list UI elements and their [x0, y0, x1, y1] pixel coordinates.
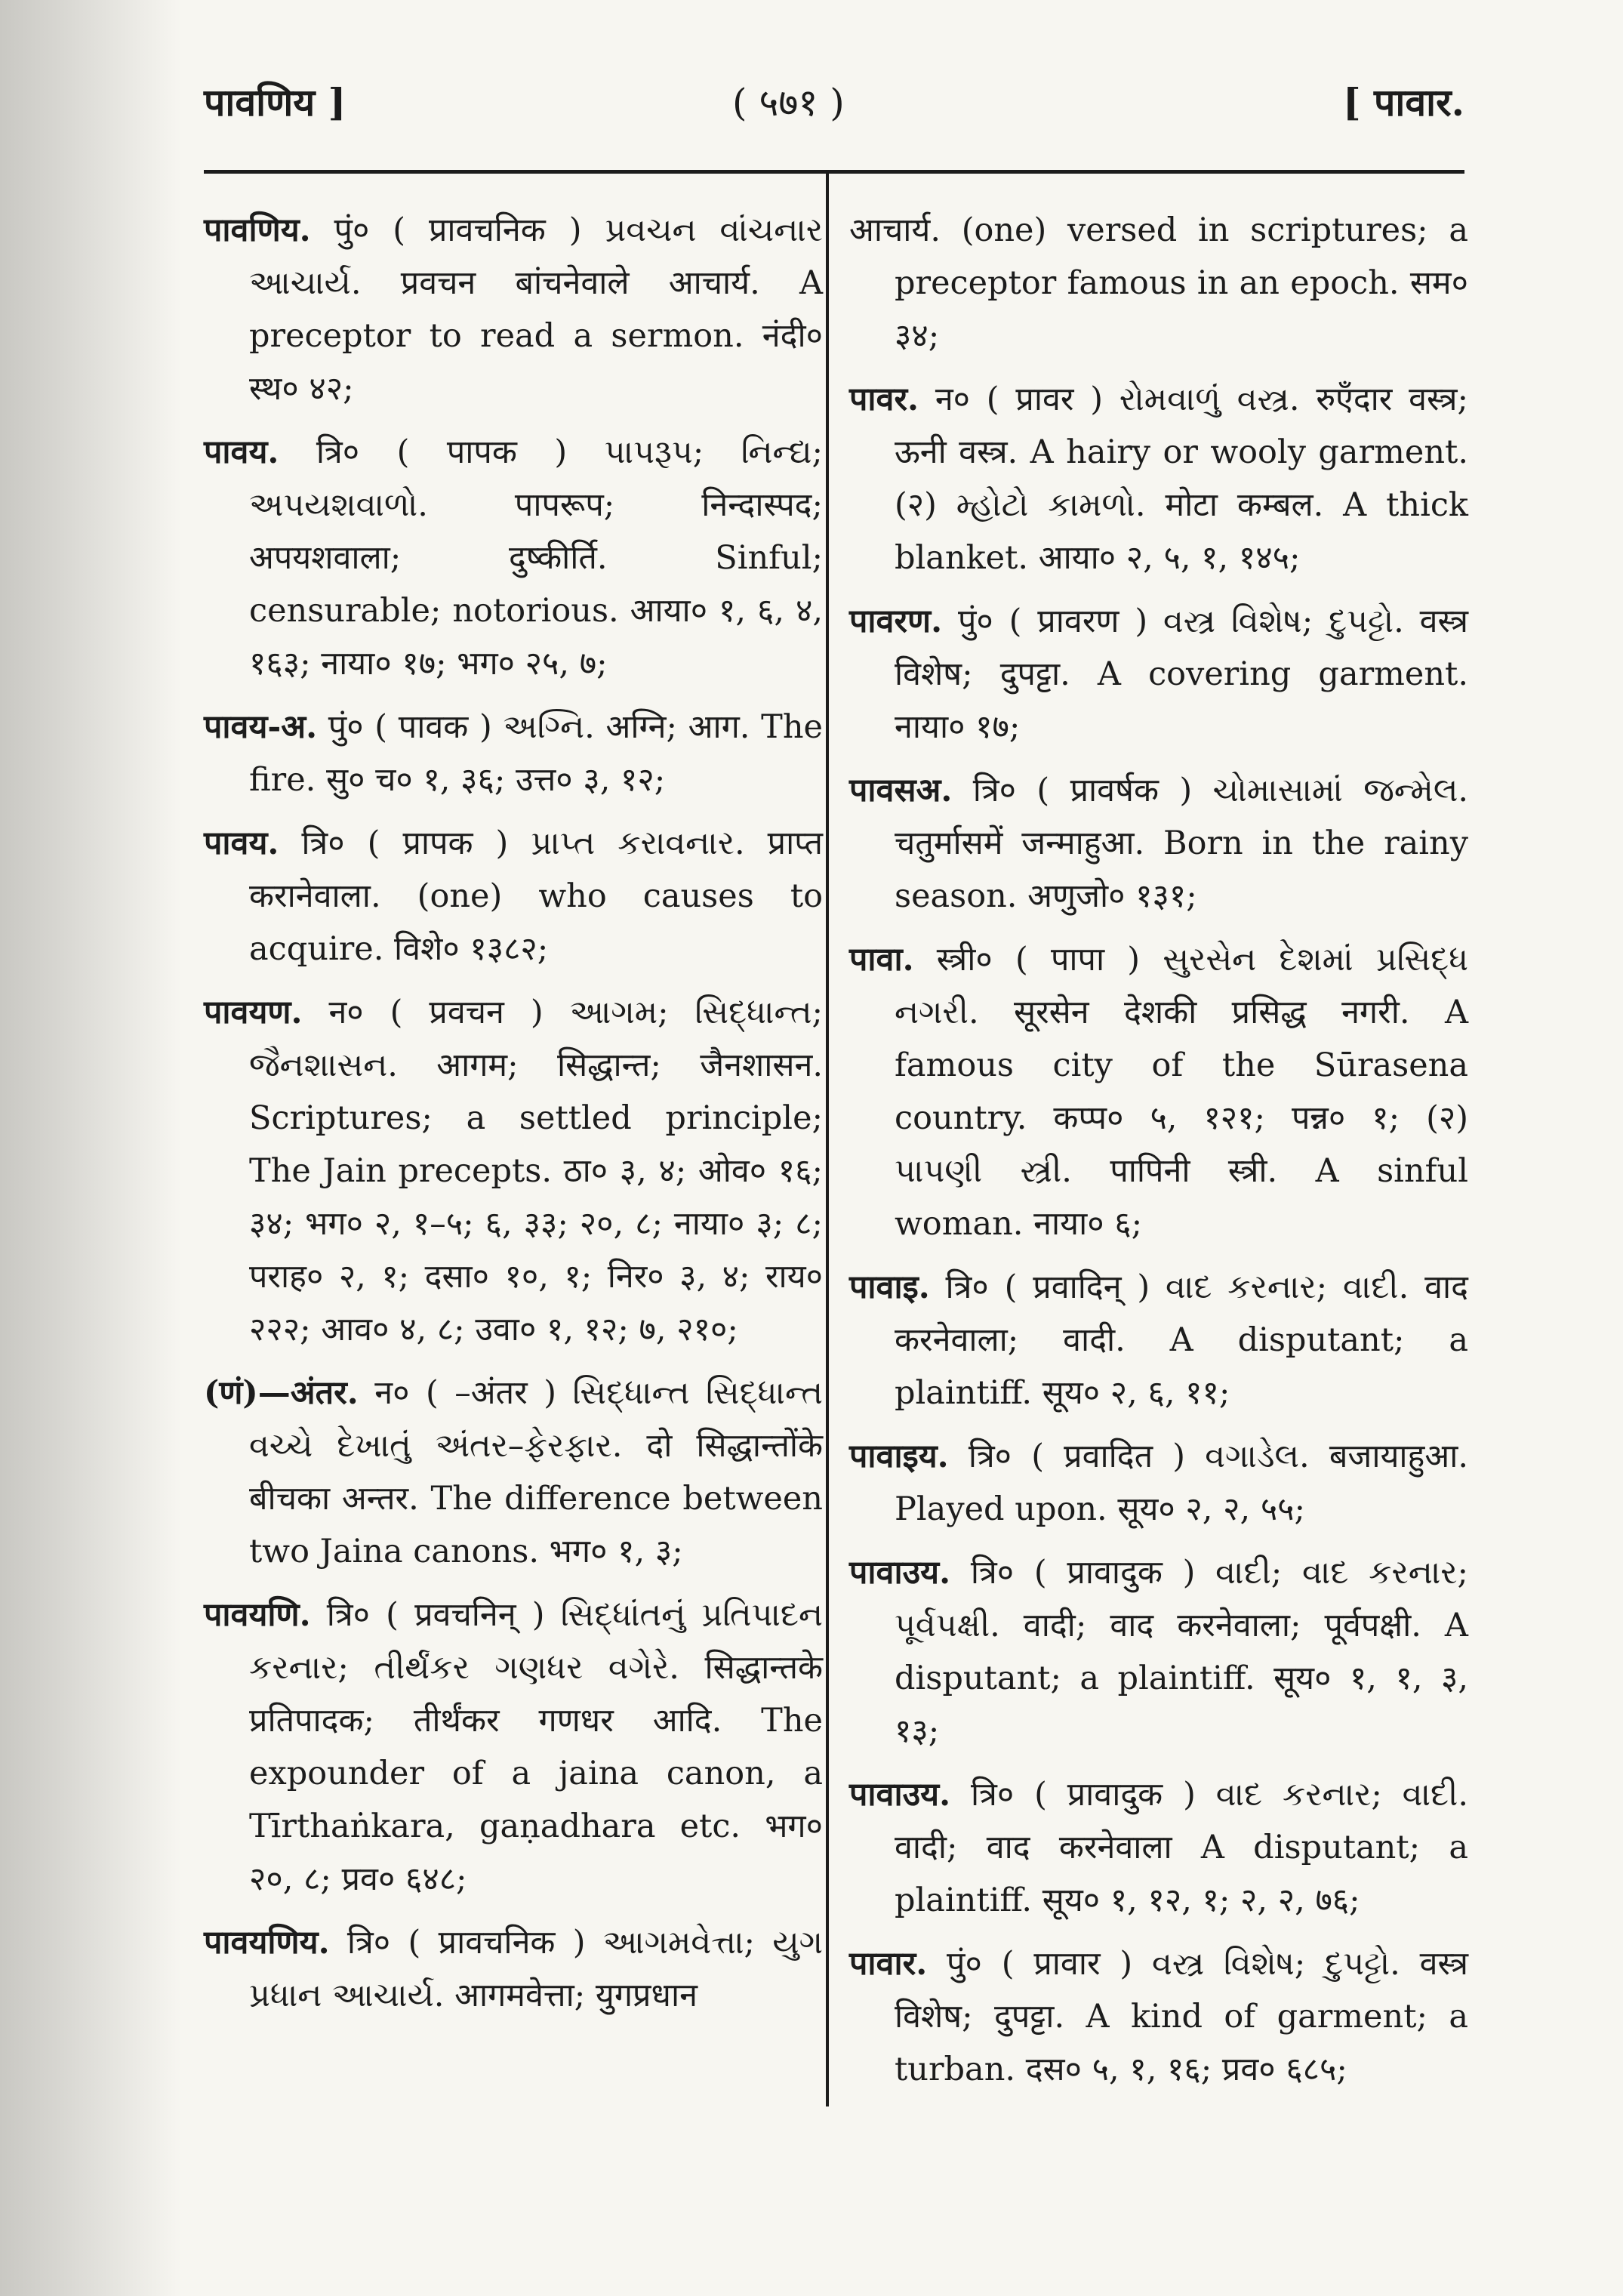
binding-gutter — [0, 0, 181, 2296]
entry-text: त्रि० ( प्रवचनिन् ) સિદ્ધાંતનું પ્રતિપાદન કરનાર; તીર્થંકર ગણધર વગેરે. सिद्धान्तके प्रतिपादक; तीर्थंकर गणधर आदि. The expounder of a jaina canon, a Tīrthaṅkara, gaṇadhara etc. भग० २०, ८; प्रव० ६४८; — [249, 1596, 823, 1898]
headword: पावणिय. — [204, 211, 311, 249]
entry-text: त्रि० ( पापक ) પાપરૂપ; નિન્દ્ય; અપયશવાળો. पापरूप; निन्दास्पद; अपयशवाला; दुष्कीर्ति. Sinful; censurable; notorious. आया० १, ६, ४, १६३; नाया० १७; भग० २५, ७; — [249, 433, 824, 683]
dictionary-entry — [849, 1546, 1468, 1758]
dictionary-entry — [849, 1937, 1468, 2096]
entry-text: पुं० ( प्रावरण ) વસ્ત્ર વિશેષ; દુપટ્ટો. वस्त्र विशेष; दुपट्टा. A covering garment. नाया० १७; — [895, 603, 1468, 746]
dictionary-entry — [849, 764, 1468, 923]
dictionary-entry-continued — [849, 204, 1468, 362]
page-number: ( ५७१ ) — [732, 81, 845, 125]
dictionary-entry — [849, 933, 1468, 1250]
entry-text: त्रि० ( प्रावादुक ) વાદી; વાદ કરનાર; પૂર્વપક્ષી. वादी; वाद करनेवाला; पूर्वपक्षी. A disputant; a plaintiff. सूय० १, १, ३, १३; — [895, 1554, 1468, 1750]
entry-text: त्रि० ( प्रावर्षक ) ચોમાસામાં જન્મેલ. चतुर्मासमें जन्माहुआ. Born in the rainy season. अणुजो० १३१; — [895, 772, 1468, 915]
entry-text: पुं० ( पावक ) અગ્નિ. अग्नि; आग. The fire. सु० च० १, ३६; उत्त० ३, १२; — [249, 708, 824, 799]
entry-text: पुं० ( प्रावार ) વસ્ત્ર વિશેષ; દુપટ્ટો. वस्त्र विशेष; दुपट्टा. A kind of garment; a turban. दस० ५, १, १६; प्रव० ६८५; — [895, 1945, 1469, 2088]
headword: पावसअ. — [849, 772, 953, 809]
header-rule — [204, 170, 1464, 174]
headword: पावर. — [849, 381, 919, 418]
entry-text: त्रि० ( प्रवादित ) વગાડેલ. बजायाहुआ. Played upon. सूय० २, २, ५५; — [895, 1438, 1468, 1528]
headword: पावय. — [204, 824, 279, 862]
page-header — [204, 76, 1464, 136]
dictionary-entry — [204, 986, 823, 1356]
entry-text: न० ( प्रावर ) રોમવાળું વસ્ત્ર. रुएँदार वस्त्र; ऊनी वस्त्र. A hairy or wooly garment. (२) મ્હોટો કામળો. मोटा कम्बल. A thick blanket. आया० २, ५, १, १४५; — [895, 381, 1469, 577]
headword: पावाउय. — [849, 1776, 951, 1814]
entry-text: त्रि० ( प्रापक ) પ્રાપ્ત કરાવનાર. प्राप्त करानेवाला. (one) who causes to acquire. विशे० १३८२; — [249, 824, 823, 968]
headword: पावय-अ. — [204, 708, 318, 746]
headword: पावरण. — [849, 603, 943, 640]
entry-text: पुं० ( प्रावचनिक ) પ્રવચન વાંચનાર આચાર્ય. प्रवचन बांचनेवाले आचार्य. A preceptor to read a sermon. नंदी० स्थ० ४२; — [249, 211, 823, 408]
headword: पावा. — [849, 941, 914, 978]
right-column — [849, 204, 1468, 2106]
headword: (णं)—अंतर. — [204, 1374, 359, 1412]
headword: पावाइय. — [849, 1438, 949, 1475]
headword: पावाइ. — [849, 1268, 930, 1306]
dictionary-entry — [849, 595, 1468, 754]
dictionary-entry — [204, 1367, 823, 1578]
dictionary-entry — [849, 1261, 1468, 1419]
dictionary-entry — [204, 1589, 823, 1906]
left-column — [204, 204, 823, 2032]
entry-text: आचार्य. (one) versed in scriptures; a preceptor famous in an epoch. सम० ३४; — [849, 211, 1468, 355]
header-right-guide: [ पावार. — [1342, 80, 1464, 125]
dictionary-entry — [204, 817, 823, 975]
dictionary-entry — [204, 204, 823, 415]
headword: पावय. — [204, 433, 279, 471]
headword: पावाउय. — [849, 1554, 951, 1592]
entry-text: स्त्री० ( पापा ) સુરસેન દેશમાં પ્રસિદ્ધ નગરી. सूरसेन देशकी प्रसिद्ध नगरी. A famous city of the Sūrasena country. कप्प० ५, १२१; पन्न० १; (२) પાપણી સ્ત્રી. पापिनी स्त्री. A sinful woman. नाया० ६; — [895, 941, 1468, 1243]
dictionary-entry — [849, 373, 1468, 584]
dictionary-entry — [849, 1430, 1468, 1536]
dictionary-entry — [204, 1916, 823, 2022]
headword: पावार. — [849, 1945, 928, 1983]
dictionary-entry — [849, 1768, 1468, 1927]
entry-text: न० ( प्रवचन ) આગમ; સિદ્ધાન્ત; જૈનશાસન. आगम; सिद्धान्त; जैनशासन. Scriptures; a settled principle; The Jain precepts. ठा० ३, ४; ओव० १६; ३४; भग० २, १–५; ६, ३३; २०, ८; नाया० ३; ८; पराह० २, १; दसा० १०, १; निर० ३, ४; राय० २२२; आव० ४, ८; उवा० १, १२; ७, २१०; — [249, 994, 823, 1348]
headword: पावयणिय. — [204, 1924, 330, 1962]
headword: पावयण. — [204, 994, 303, 1031]
entry-text: त्रि० ( प्रावादुक ) વાદ કરનાર; વાદી. वादी; वाद करनेवाला A disputant; a plaintiff. सूय० १, १२, १; २, २, ७६; — [895, 1776, 1469, 1919]
header-left-guide: पावणिय ] — [204, 80, 346, 125]
dictionary-entry — [204, 426, 823, 690]
entry-text: त्रि० ( प्रवादिन् ) વાદ કરનાર; વાદી. वाद करनेवाला; वादी. A disputant; a plaintiff. सूय० २, ६, ११; — [895, 1268, 1468, 1412]
entry-text: न० ( –अंतर ) સિદ્ધાન્ત સિદ્ધાન્ત વચ્ચે દેખાતું અંતર–ફેરફાર. दो सिद्धान्तोंके बीचका अन्तर. The difference between two Jaina canons. भग० १, ३; — [249, 1374, 824, 1570]
entry-text: त्रि० ( प्रावचनिक ) આગમવેત્તા; યુગ પ્રધાન આચાર્ય. आगमवेत्ता; युगप्रधान — [249, 1924, 824, 2014]
headword: पावयणि. — [204, 1596, 311, 1634]
column-divider — [826, 174, 829, 2106]
dictionary-entry — [204, 701, 823, 806]
